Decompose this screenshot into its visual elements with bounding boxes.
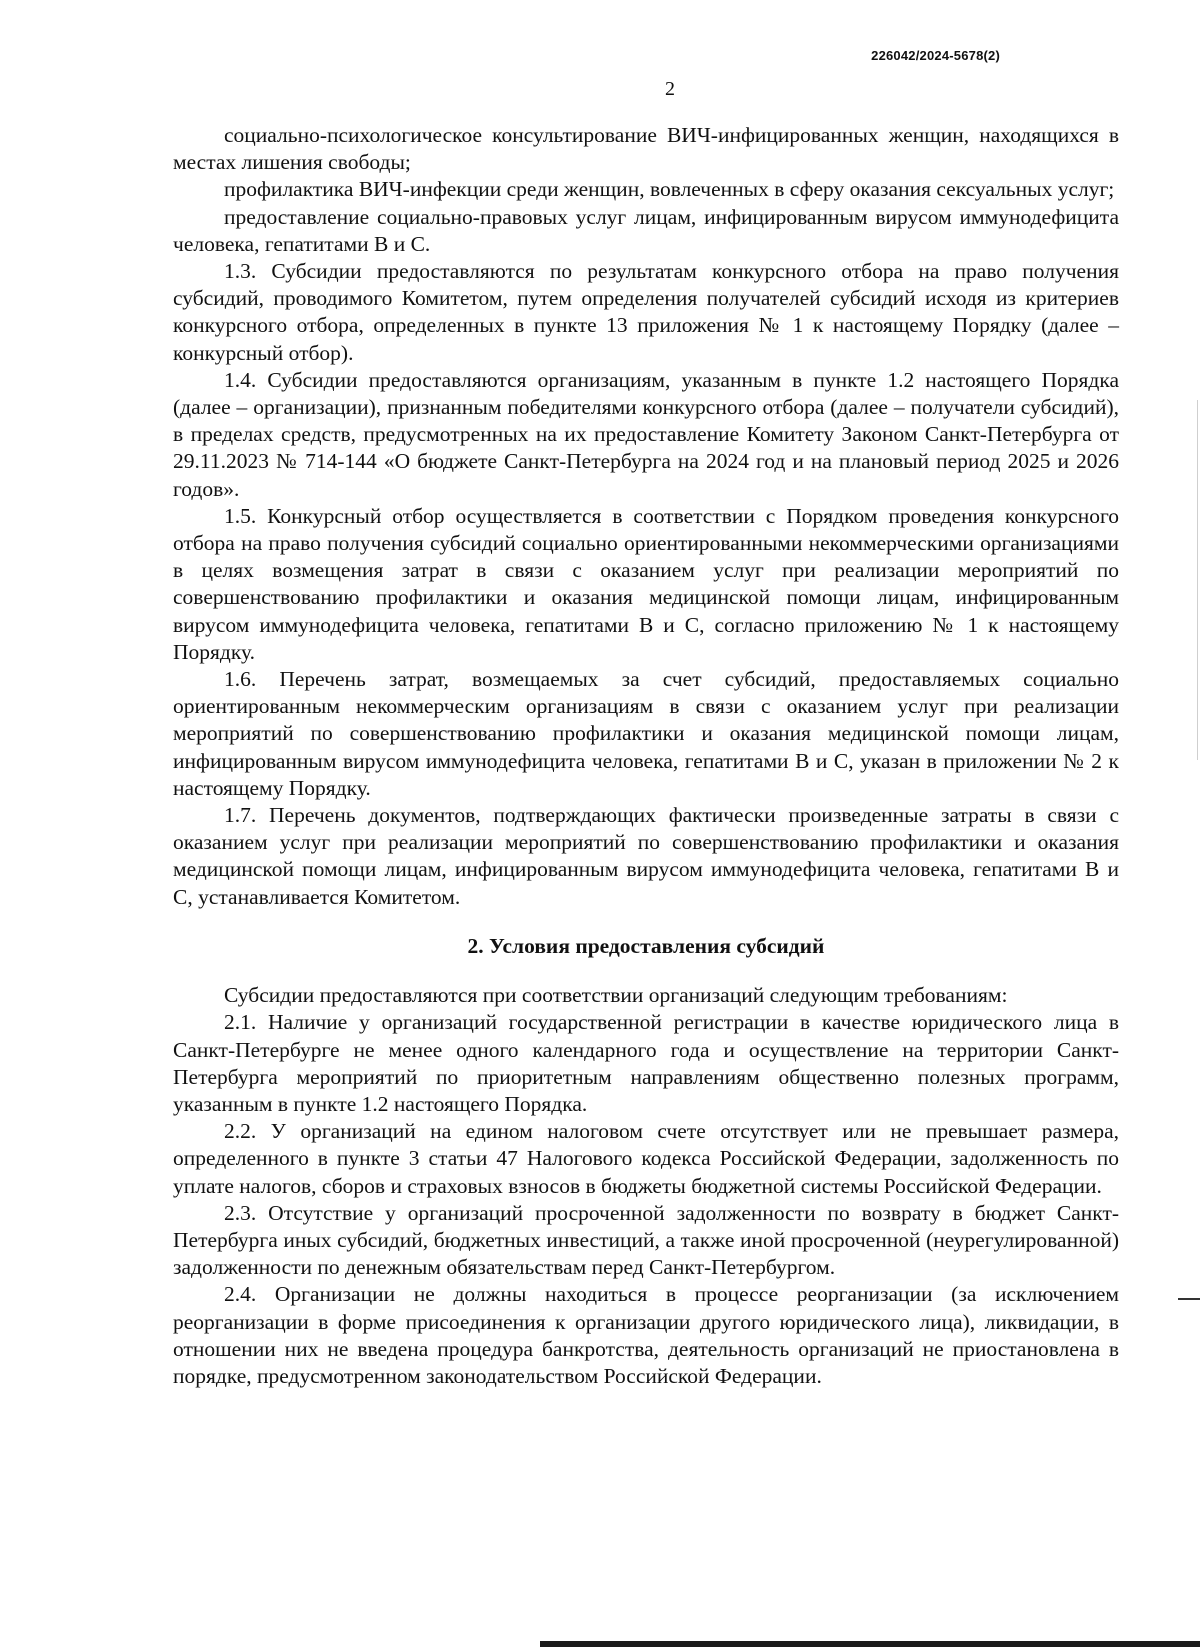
paragraph-consulting: социально-психологическое консультирование ВИЧ-инфицированных женщин, находящихся в местах лишения свободы; xyxy=(173,123,1119,175)
paragraph-hiv-prevention: профилактика ВИЧ-инфекции среди женщин, вовлеченных в сферу оказания сексуальных услуг; xyxy=(224,177,1115,202)
clause-1-6: 1.6. Перечень затрат, возмещаемых за счет субсидий, предоставляемых социально ориентированным некоммерческим организациям в связи с оказанием услуг при реализации мероприятий по совершенствованию профилактики и оказания медицинской помощи лицам, инфицированным вирусом иммунодефицита человека, гепатитами В и С, указан в приложении № 2 к настоящему Порядку. xyxy=(173,667,1119,800)
scan-edge-line xyxy=(1197,400,1198,760)
clause-2-4: 2.4. Организации не должны находиться в процессе реорганизации (за исключением реорганизации в форме присоединения к организации другого юридического лица), ликвидации, в отношении них не введена процедура банкротства, деятельность организаций не приостановлена в порядке, предусмотренном законодательством Российской Федерации. xyxy=(173,1282,1119,1388)
clause-1-5: 1.5. Конкурсный отбор осуществляется в соответствии с Порядком проведения конкурсного отбора на право получения субсидий социально ориентированными некоммерческими организациями в целях возмещения затрат в связи с оказанием услуг при реализации мероприятий по совершенствованию профилактики и оказания медицинской помощи лицам, инфицированным вирусом иммунодефицита человека, гепатитами В и С, согласно приложению № 1 к настоящему Порядку. xyxy=(173,503,1119,664)
clause-2-2: 2.2. У организаций на едином налоговом счете отсутствует или не превышает размера, определенного в пункте 3 статьи 47 Налогового кодекса Российской Федерации, задолженность по уплате налогов, сборов и страховых взносов в бюджеты бюджетной системы Российской Федерации. xyxy=(173,1119,1119,1198)
clause-2-1: 2.1. Наличие у организаций государственной регистрации в качестве юридического лица в Санкт-Петербурге не менее одного календарного года и осуществление на территории Санкт-Петербурга мероприятий по приоритетным направлениям общественно полезных программ, указанным в пункте 1.2 настоящего Порядка. xyxy=(173,1010,1119,1116)
clause-1-3: 1.3. Субсидии предоставляются по результатам конкурсного отбора на право получения субсидий, проводимого Комитетом, путем определения получателей субсидий исходя из критериев конкурсного отбора, определенных в пункте 13 приложения № 1 к настоящему Порядку (далее – конкурсный отбор). xyxy=(173,259,1119,365)
document-body xyxy=(173,122,1119,1390)
document-registration-number: 226042/2024-5678(2) xyxy=(871,48,1000,63)
scan-bottom-border xyxy=(540,1641,1200,1647)
clause-2-3: 2.3. Отсутствие у организаций просроченной задолженности по возврату в бюджет Санкт-Петербурга иных субсидий, бюджетных инвестиций, а также иной просроченной (неурегулированной) задолженности по денежным обязательствам перед Санкт-Петербургом. xyxy=(173,1200,1119,1280)
section-2-intro: Субсидии предоставляются при соответствии организаций следующим требованиям: xyxy=(224,983,1008,1008)
clause-1-4: 1.4. Субсидии предоставляются организациям, указанным в пункте 1.2 настоящего Порядка (далее – организации), признанным победителями конкурсного отбора (далее – получатели субсидий), в пределах средств, предусмотренных на их предоставление Комитету Законом Санкт-Петербурга от 29.11.2023 № 714-144 «О бюджете Санкт-Петербурга на 2024 год и на плановый период 2025 и 2026 годов». xyxy=(173,367,1119,501)
clause-1-7: 1.7. Перечень документов, подтверждающих фактически произведенные затраты в связи с оказанием услуг при реализации мероприятий по совершенствованию профилактики и оказания медицинской помощи лицам, инфицированным вирусом иммунодефицита человека, гепатитами В и С, устанавливается Комитетом. xyxy=(173,803,1119,909)
scan-edge-mark xyxy=(1178,1298,1200,1300)
paragraph-legal-services: предоставление социально-правовых услуг лицам, инфицированным вирусом иммунодефицита человека, гепатитами В и С. xyxy=(173,204,1119,256)
section-2-title: 2. Условия предоставления субсидий xyxy=(467,933,825,958)
page-number: 2 xyxy=(665,78,675,100)
